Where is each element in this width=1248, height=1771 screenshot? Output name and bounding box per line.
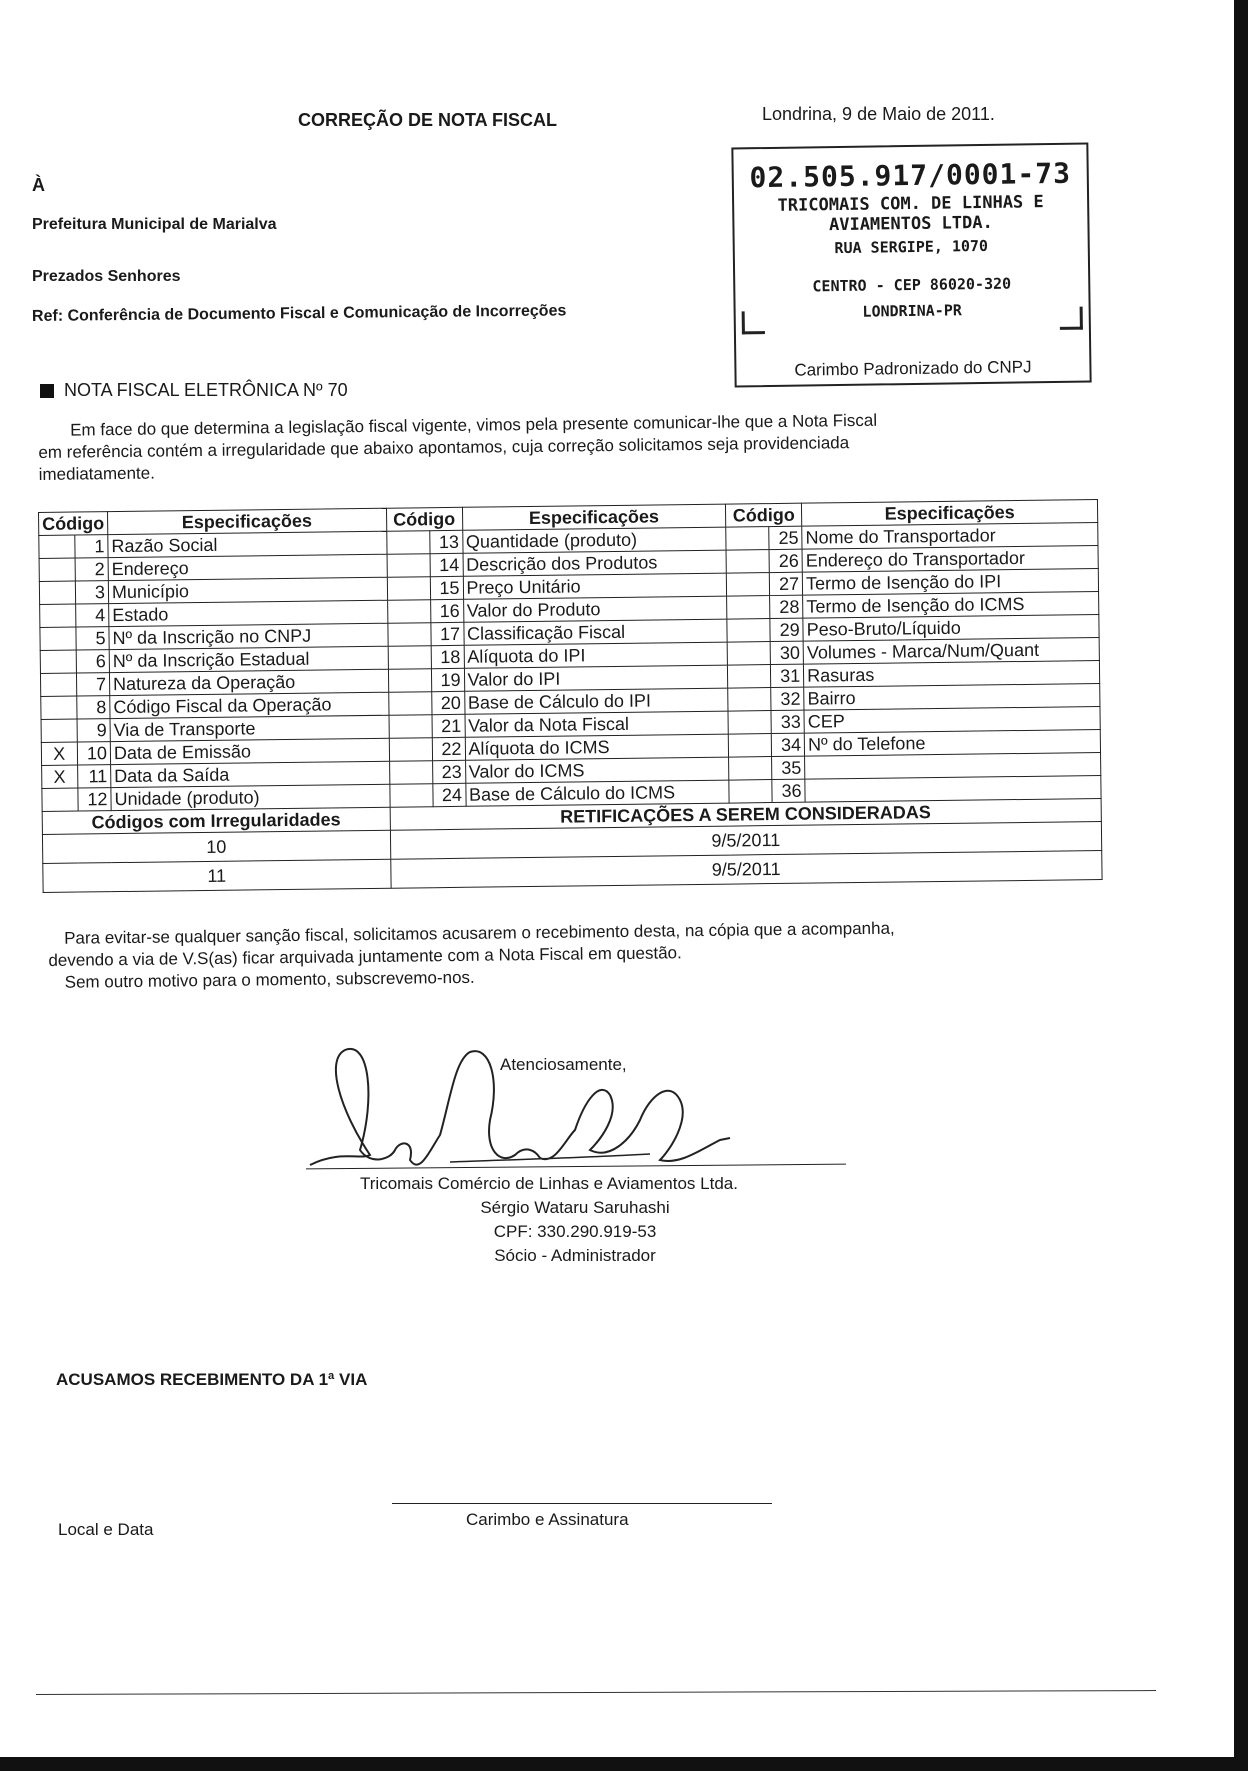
mark-cell xyxy=(39,581,75,604)
mark-cell xyxy=(389,738,432,762)
mark-cell xyxy=(727,596,770,620)
intro-line-3: imediatamente. xyxy=(38,463,156,484)
code-cell: 21 xyxy=(432,714,465,737)
spec-cell: Termo de Isenção do IPI xyxy=(802,569,1098,596)
mark-cell xyxy=(729,757,772,781)
intro-line-2: em referência contém a irregularidade que abaixo apontamos, cuja correção solicitamos seja providenciada xyxy=(38,433,850,462)
mark-cell: X xyxy=(41,742,77,765)
spec-cell: Base de Cálculo do ICMS xyxy=(465,780,729,806)
code-cell: 2 xyxy=(75,558,109,581)
code-cell: 12 xyxy=(77,788,111,811)
code-cell: 4 xyxy=(75,604,109,627)
document-title: CORREÇÃO DE NOTA FISCAL xyxy=(298,110,557,130)
spec-cell: Alíquota do IPI xyxy=(464,642,728,668)
mark-cell xyxy=(39,558,75,581)
stamp-city: LONDRINA-PR xyxy=(862,301,962,321)
spec-cell: Valor do Produto xyxy=(463,596,727,622)
code-cell: 22 xyxy=(432,737,465,760)
spec-cell: Código Fiscal da Operação xyxy=(110,692,389,718)
recipient-name: Prefeitura Municipal de Marialva xyxy=(32,216,277,233)
stamp-district: CENTRO - CEP 86020-320 xyxy=(812,274,1012,296)
mark-cell xyxy=(389,761,432,785)
mark-cell xyxy=(726,527,769,551)
mark-cell xyxy=(388,692,431,716)
mark-cell xyxy=(387,623,430,647)
bottom-rule xyxy=(36,1690,1156,1695)
spec-cell: Nº da Inscrição Estadual xyxy=(109,646,388,672)
code-cell: 3 xyxy=(75,581,109,604)
summary-value: 9/5/2011 xyxy=(390,822,1102,860)
city-date: Londrina, 9 de Maio de 2011. xyxy=(762,104,995,124)
code-cell: 20 xyxy=(431,691,464,714)
summary-code: 10 xyxy=(42,830,390,863)
code-cell: 30 xyxy=(770,641,803,664)
stamp-cnpj: 02.505.917/0001-73 xyxy=(749,156,1072,195)
spec-cell: Natureza da Operação xyxy=(109,669,388,695)
mark-cell xyxy=(729,780,772,804)
bullet-square-icon xyxy=(40,384,54,398)
code-cell: 34 xyxy=(771,733,804,756)
stamp-street: RUA SERGIPE, 1070 xyxy=(834,236,989,258)
closing-line-3: Sem outro motivo para o momento, subscrevemo-nos. xyxy=(64,967,475,992)
col-header-spec-2: Especificações xyxy=(462,504,726,530)
code-cell: 11 xyxy=(77,765,111,788)
code-cell: 17 xyxy=(430,622,463,645)
closing-line-1: Para evitar-se qualquer sanção fiscal, solicitamos acusarem o recebimento desta, na cópia que a acompanha, xyxy=(64,918,895,948)
spec-cell: Município xyxy=(108,577,387,603)
code-cell: 32 xyxy=(771,687,804,710)
code-cell: 27 xyxy=(769,572,802,595)
spec-cell: Bairro xyxy=(804,684,1100,711)
mark-cell xyxy=(40,604,76,627)
code-cell: 28 xyxy=(770,595,803,618)
intro-paragraph xyxy=(38,408,1059,486)
salutation: Prezados Senhores xyxy=(32,268,181,285)
spec-cell: Estado xyxy=(109,600,388,626)
table-body xyxy=(39,523,1101,812)
spec-cell: Nº do Telefone xyxy=(804,730,1100,757)
spec-cell: Endereço xyxy=(108,554,387,580)
mark-cell xyxy=(40,627,76,650)
code-cell: 26 xyxy=(769,549,802,572)
spec-cell: Nº da Inscrição no CNPJ xyxy=(109,623,388,649)
code-cell: 9 xyxy=(77,719,111,742)
intro-line-1: Em face do que determina a legislação fiscal vigente, vimos pela presente comunicar-lhe que a Nota Fiscal xyxy=(70,410,878,440)
spec-cell: Peso-Bruto/Líquido xyxy=(803,615,1099,642)
mark-cell xyxy=(387,600,430,624)
spec-cell: Valor do IPI xyxy=(464,665,728,691)
summary-body xyxy=(42,799,1102,893)
mark-cell xyxy=(726,550,769,574)
code-cell: 33 xyxy=(771,710,804,733)
summary-right-header: RETIFICAÇÕES A SEREM CONSIDERADAS xyxy=(390,799,1102,831)
code-cell: 1 xyxy=(74,535,108,558)
mark-cell: X xyxy=(42,765,78,788)
mark-cell xyxy=(40,673,76,696)
mark-cell xyxy=(728,711,771,735)
code-cell: 36 xyxy=(772,779,805,802)
mark-cell xyxy=(728,688,771,712)
col-header-spec-1: Especificações xyxy=(107,508,386,534)
spec-cell: Via de Transporte xyxy=(110,715,389,741)
code-cell: 29 xyxy=(770,618,803,641)
spec-cell: Rasuras xyxy=(804,661,1100,688)
code-cell: 25 xyxy=(769,526,802,549)
stamp-company-line1: TRICOMAIS COM. DE LINHAS E xyxy=(777,192,1044,216)
summary-left-header: Códigos com Irregularidades xyxy=(42,807,390,834)
stamp-corner-left xyxy=(742,311,765,334)
code-cell: 7 xyxy=(76,673,110,696)
regards-text: Atenciosamente, xyxy=(500,1055,627,1074)
spec-cell: Data de Emissão xyxy=(110,738,389,764)
receipt-heading: ACUSAMOS RECEBIMENTO DA 1ª VIA xyxy=(56,1370,368,1389)
spec-cell: Valor do ICMS xyxy=(465,757,729,783)
nfe-label-text: NOTA FISCAL ELETRÔNICA Nº 70 xyxy=(64,380,348,400)
mark-cell xyxy=(727,619,770,643)
spec-cell: Classificação Fiscal xyxy=(463,619,727,645)
mark-cell xyxy=(727,642,770,666)
local-date-label: Local e Data xyxy=(58,1520,154,1539)
spec-cell: Preço Unitário xyxy=(463,573,727,599)
summary-value: 9/5/2011 xyxy=(390,851,1102,889)
signer-name: Sérgio Wataru Saruhashi xyxy=(480,1198,670,1217)
mark-cell xyxy=(41,696,77,719)
signer-cpf: CPF: 330.290.919-53 xyxy=(493,1222,657,1241)
mark-cell xyxy=(386,531,429,555)
code-cell: 23 xyxy=(432,760,465,783)
spec-cell: Base de Cálculo do IPI xyxy=(464,688,728,714)
mark-cell xyxy=(728,734,771,758)
mark-cell xyxy=(40,650,76,673)
closing-paragraph xyxy=(48,916,1049,994)
col-header-code-2: Código xyxy=(386,507,462,531)
spec-cell: Unidade (produto) xyxy=(111,784,390,810)
signer-role: Sócio - Administrador xyxy=(494,1246,656,1265)
signer-block xyxy=(360,1172,790,1268)
code-cell: 18 xyxy=(431,645,464,668)
code-cell: 31 xyxy=(771,664,804,687)
scan-edge-right xyxy=(1234,0,1248,1771)
spec-cell: Volumes - Marca/Num/Quant xyxy=(803,638,1099,665)
mark-cell xyxy=(726,573,769,597)
mark-cell xyxy=(728,665,771,689)
code-cell: 16 xyxy=(430,599,463,622)
spec-cell: Razão Social xyxy=(108,531,387,557)
code-cell: 35 xyxy=(772,756,805,779)
closing-line-2: devendo a via de V.S(as) ficar arquivada juntamente com a Nota Fiscal em questão. xyxy=(48,943,682,970)
stamp-company-line2: AVIAMENTOS LTDA. xyxy=(828,212,993,236)
code-cell: 13 xyxy=(429,530,462,553)
mark-cell xyxy=(389,784,432,808)
code-cell: 14 xyxy=(430,553,463,576)
spec-cell: CEP xyxy=(804,707,1100,734)
code-cell: 10 xyxy=(77,742,111,765)
code-cell: 8 xyxy=(76,696,110,719)
addressee-prefix: À xyxy=(32,175,45,195)
nfe-label xyxy=(40,380,348,401)
stamp-corner-right xyxy=(1060,307,1083,330)
code-cell: 5 xyxy=(75,627,109,650)
spec-cell: Alíquota do ICMS xyxy=(465,734,729,760)
mark-cell xyxy=(387,554,430,578)
cnpj-stamp xyxy=(731,143,1091,388)
stamp-caption: Carimbo Padronizado do CNPJ xyxy=(794,357,1032,380)
mark-cell xyxy=(387,577,430,601)
spec-cell: Descrição dos Produtos xyxy=(463,550,727,576)
col-header-spec-3: Especificações xyxy=(802,500,1098,527)
mark-cell xyxy=(388,669,431,693)
reference-line: Ref: Conferência de Documento Fiscal e Comunicação de Incorreções xyxy=(31,302,567,325)
spec-cell: Endereço do Transportador xyxy=(802,546,1098,573)
spec-cell: Termo de Isenção do ICMS xyxy=(803,592,1099,619)
spec-cell: Nome do Transportador xyxy=(802,523,1098,550)
code-cell: 6 xyxy=(76,650,110,673)
carimbo-signature-line xyxy=(392,1503,772,1504)
mark-cell xyxy=(388,646,431,670)
code-cell: 15 xyxy=(430,576,463,599)
spec-cell: Valor da Nota Fiscal xyxy=(465,711,729,737)
irregularities-table xyxy=(38,499,1103,893)
col-header-code-1: Código xyxy=(39,512,108,536)
code-cell: 19 xyxy=(431,668,464,691)
mark-cell xyxy=(389,715,432,739)
spec-cell: Quantidade (produto) xyxy=(462,527,726,553)
mark-cell xyxy=(42,788,78,811)
mark-cell xyxy=(39,535,75,558)
carimbo-label: Carimbo e Assinatura xyxy=(466,1510,629,1529)
summary-code: 11 xyxy=(43,859,391,892)
mark-cell xyxy=(41,719,77,742)
scan-edge-bottom xyxy=(0,1757,1248,1771)
signer-company: Tricomais Comércio de Linhas e Aviamentos Ltda. xyxy=(360,1174,738,1193)
col-header-code-3: Código xyxy=(726,503,802,527)
code-cell: 24 xyxy=(432,783,465,806)
spec-cell: Data da Saída xyxy=(111,761,390,787)
